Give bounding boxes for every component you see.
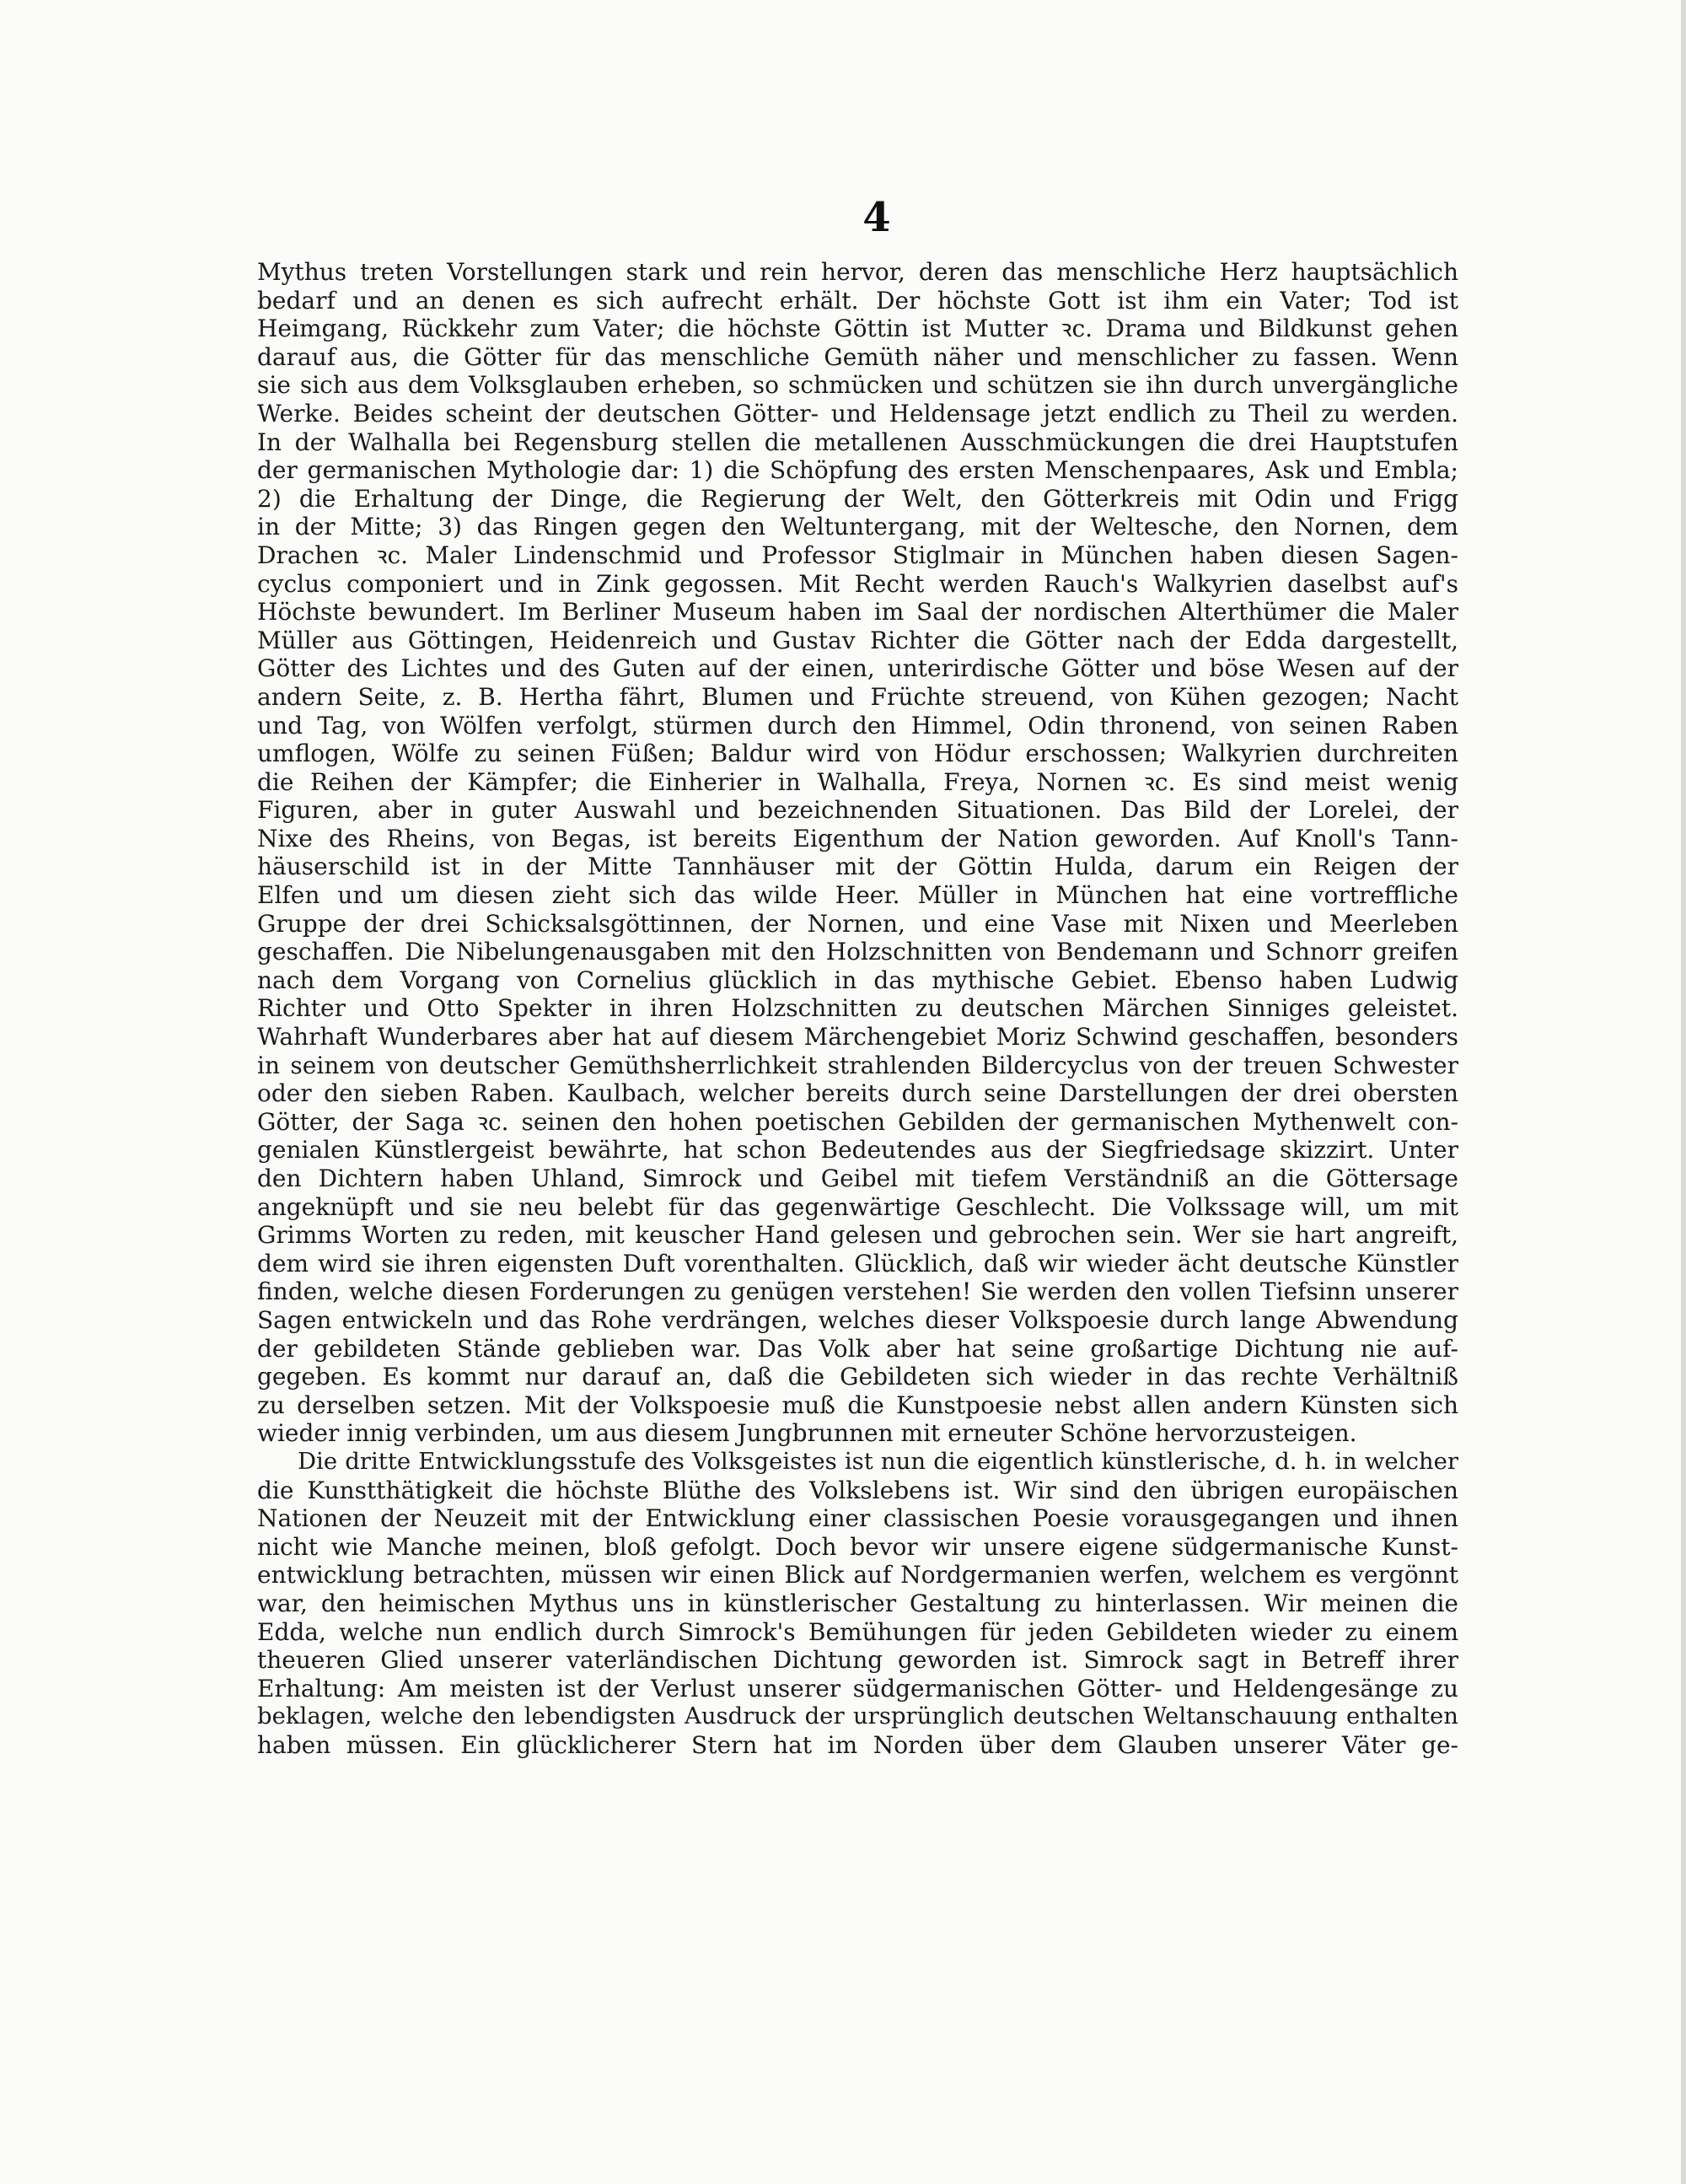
text-line: 2) die Erhaltung der Dinge, die Regierung der Welt, den Götterkreis mit Odin und Frigg xyxy=(257,484,1458,513)
text-line: cyclus componiert und in Zink gegossen. Mit Recht werden Rauch's Walkyrien daselbst auf's xyxy=(257,569,1458,598)
text-line: nicht wie Manche meinen, bloß gefolgt. Doch bevor wir unsere eigene südgermanische Kunst- xyxy=(257,1532,1458,1561)
page-number: 4 xyxy=(862,194,891,241)
text-line: Götter des Lichtes und des Guten auf der einen, unterirdische Götter und böse Wesen auf der xyxy=(257,654,1458,683)
text-line: bedarf und an denen es sich aufrecht erhält. Der höchste Gott ist ihm ein Vater; Tod ist xyxy=(257,286,1458,315)
text-line: wieder innig verbinden, um aus diesem Jungbrunnen mit erneuter Schöne hervorzusteigen. xyxy=(257,1419,1357,1448)
text-line: haben müssen. Ein glücklicherer Stern hat im Norden über dem Glauben unserer Väter ge- xyxy=(257,1730,1458,1759)
text-line: zu derselben setzen. Mit der Volkspoesie muß die Kunstpoesie nebst allen andern Künsten sich xyxy=(257,1391,1458,1419)
text-line: die Reihen der Kämpfer; die Einherier in Walhalla, Freya, Nornen ꝛc. Es sind meist wenig xyxy=(257,767,1458,796)
text-line: gegeben. Es kommt nur darauf an, daß die Gebildeten sich wieder in das rechte Verhältniß xyxy=(257,1363,1458,1391)
text-line: Richter und Otto Spekter in ihren Holzschnitten zu deutschen Märchen Sinniges geleistet. xyxy=(257,994,1458,1023)
text-line: Mythus treten Vorstellungen stark und rein hervor, deren das menschliche Herz hauptsächlich xyxy=(257,258,1458,286)
text-line: Elfen und um diesen zieht sich das wilde Heer. Müller in München hat eine vortreffliche xyxy=(257,881,1458,910)
text-line: darauf aus, die Götter für das menschliche Gemüth näher und menschlicher zu fassen. Wenn xyxy=(257,342,1458,371)
text-line: häuserschild ist in der Mitte Tannhäuser mit der Göttin Hulda, darum ein Reigen der xyxy=(257,853,1458,881)
text-line: Erhaltung: Am meisten ist der Verlust unserer südgermanischen Götter- und Heldengesänge zu xyxy=(257,1674,1458,1703)
text-line: war, den heimischen Mythus uns in künstlerischer Gestaltung zu hinterlassen. Wir meinen die xyxy=(257,1589,1458,1617)
text-line: angeknüpft und sie neu belebt für das gegenwärtige Geschlecht. Die Volkssage will, um mit xyxy=(257,1192,1458,1221)
text-line: Grimms Worten zu reden, mit keuscher Hand gelesen und gebrochen sein. Wer sie hart angreift, xyxy=(257,1221,1458,1250)
text-line: Nationen der Neuzeit mit der Entwicklung einer classischen Poesie vorausgegangen und ihnen xyxy=(257,1504,1458,1533)
text-line: dem wird sie ihren eigensten Duft vorenthalten. Glücklich, daß wir wieder ächt deutsche Künstler xyxy=(257,1249,1458,1278)
text-line: In der Walhalla bei Regensburg stellen die metallenen Ausschmückungen die drei Hauptstufen xyxy=(257,428,1458,456)
body-text xyxy=(257,258,1458,1759)
text-line: Höchste bewundert. Im Berliner Museum haben im Saal der nordischen Alterthümer die Maler xyxy=(257,598,1458,627)
text-line: den Dichtern haben Uhland, Simrock und Geibel mit tiefem Verständniß an die Göttersage xyxy=(257,1165,1458,1192)
text-line: in seinem von deutscher Gemüthsherrlichkeit strahlenden Bildercyclus von der treuen Schwester xyxy=(257,1051,1458,1079)
text-line: der gebildeten Stände geblieben war. Das Volk aber hat seine großartige Dichtung nie auf- xyxy=(257,1334,1458,1363)
page-edge xyxy=(1681,0,1686,2184)
text-line: und Tag, von Wölfen verfolgt, stürmen durch den Himmel, Odin thronend, von seinen Raben xyxy=(257,711,1458,740)
text-line: Götter, der Saga ꝛc. seinen den hohen poetischen Gebilden der germanischen Mythenwelt con- xyxy=(257,1107,1458,1136)
text-line: theueren Glied unserer vaterländischen Dichtung geworden ist. Simrock sagt in Betreff ihrer xyxy=(257,1646,1458,1675)
text-line: oder den sieben Raben. Kaulbach, welcher bereits durch seine Darstellungen der drei obersten xyxy=(257,1079,1458,1108)
text-line: Wahrhaft Wunderbares aber hat auf diesem Märchengebiet Moriz Schwind geschaffen, besonders xyxy=(257,1023,1458,1052)
text-line: Drachen ꝛc. Maler Lindenschmid und Professor Stiglmair in München haben diesen Sagen- xyxy=(257,541,1458,569)
text-line: beklagen, welche den lebendigsten Ausdruck der ursprünglich deutschen Weltanschauung enthalten xyxy=(257,1703,1458,1730)
text-line: der germanischen Mythologie dar: 1) die Schöpfung des ersten Menschenpaares, Ask und Embla; xyxy=(257,456,1458,485)
text-line: sie sich aus dem Volksglauben erheben, so schmücken und schützen sie ihn durch unvergängliche xyxy=(257,371,1458,400)
text-line: finden, welche diesen Forderungen zu genügen verstehen! Sie werden den vollen Tiefsinn unserer xyxy=(257,1278,1458,1306)
text-line: Figuren, aber in guter Auswahl und bezeichnenden Situationen. Das Bild der Lorelei, der xyxy=(257,796,1458,825)
text-line: Nixe des Rheins, von Begas, ist bereits Eigenthum der Nation geworden. Auf Knoll's Tann- xyxy=(257,824,1458,853)
text-line: entwicklung betrachten, müssen wir einen Blick auf Nordgermanien werfen, welchem es vergönnt xyxy=(257,1561,1458,1590)
text-line: andern Seite, z. B. Hertha fährt, Blumen und Früchte streuend, von Kühen gezogen; Nacht xyxy=(257,682,1458,711)
text-line: nach dem Vorgang von Cornelius glücklich in das mythische Gebiet. Ebenso haben Ludwig xyxy=(257,966,1458,994)
text-line: Heimgang, Rückkehr zum Vater; die höchste Göttin ist Mutter ꝛc. Drama und Bildkunst gehen xyxy=(257,315,1458,343)
text-line: Die dritte Entwicklungsstufe des Volksgeistes ist nun die eigentlich künstlerische, d. h. in welcher xyxy=(298,1447,1458,1475)
text-line: in der Mitte; 3) das Ringen gegen den Weltuntergang, mit der Weltesche, den Nornen, dem xyxy=(257,513,1458,541)
text-line: Sagen entwickeln und das Rohe verdrängen, welches dieser Volkspoesie durch lange Abwendung xyxy=(257,1305,1458,1334)
text-line: die Kunstthätigkeit die höchste Blüthe des Volkslebens ist. Wir sind den übrigen europäischen xyxy=(257,1476,1458,1504)
text-line: Gruppe der drei Schicksalsgöttinnen, der Nornen, und eine Vase mit Nixen und Meerleben xyxy=(257,909,1458,938)
text-line: Werke. Beides scheint der deutschen Götter- und Heldensage jetzt endlich zu Theil zu werden. xyxy=(257,399,1458,428)
text-line: genialen Künstlergeist bewährte, hat schon Bedeutendes aus der Siegfriedsage skizzirt. Unter xyxy=(257,1136,1458,1165)
text-line: geschaffen. Die Nibelungenausgaben mit den Holzschnitten von Bendemann und Schnorr greifen xyxy=(257,938,1458,966)
text-line: umflogen, Wölfe zu seinen Füßen; Baldur wird von Hödur erschossen; Walkyrien durchreiten xyxy=(257,740,1458,768)
text-line: Edda, welche nun endlich durch Simrock's Bemühungen für jeden Gebildeten wieder zu einem xyxy=(257,1617,1458,1646)
text-line: Müller aus Göttingen, Heidenreich und Gustav Richter die Götter nach der Edda dargestellt, xyxy=(257,626,1458,654)
